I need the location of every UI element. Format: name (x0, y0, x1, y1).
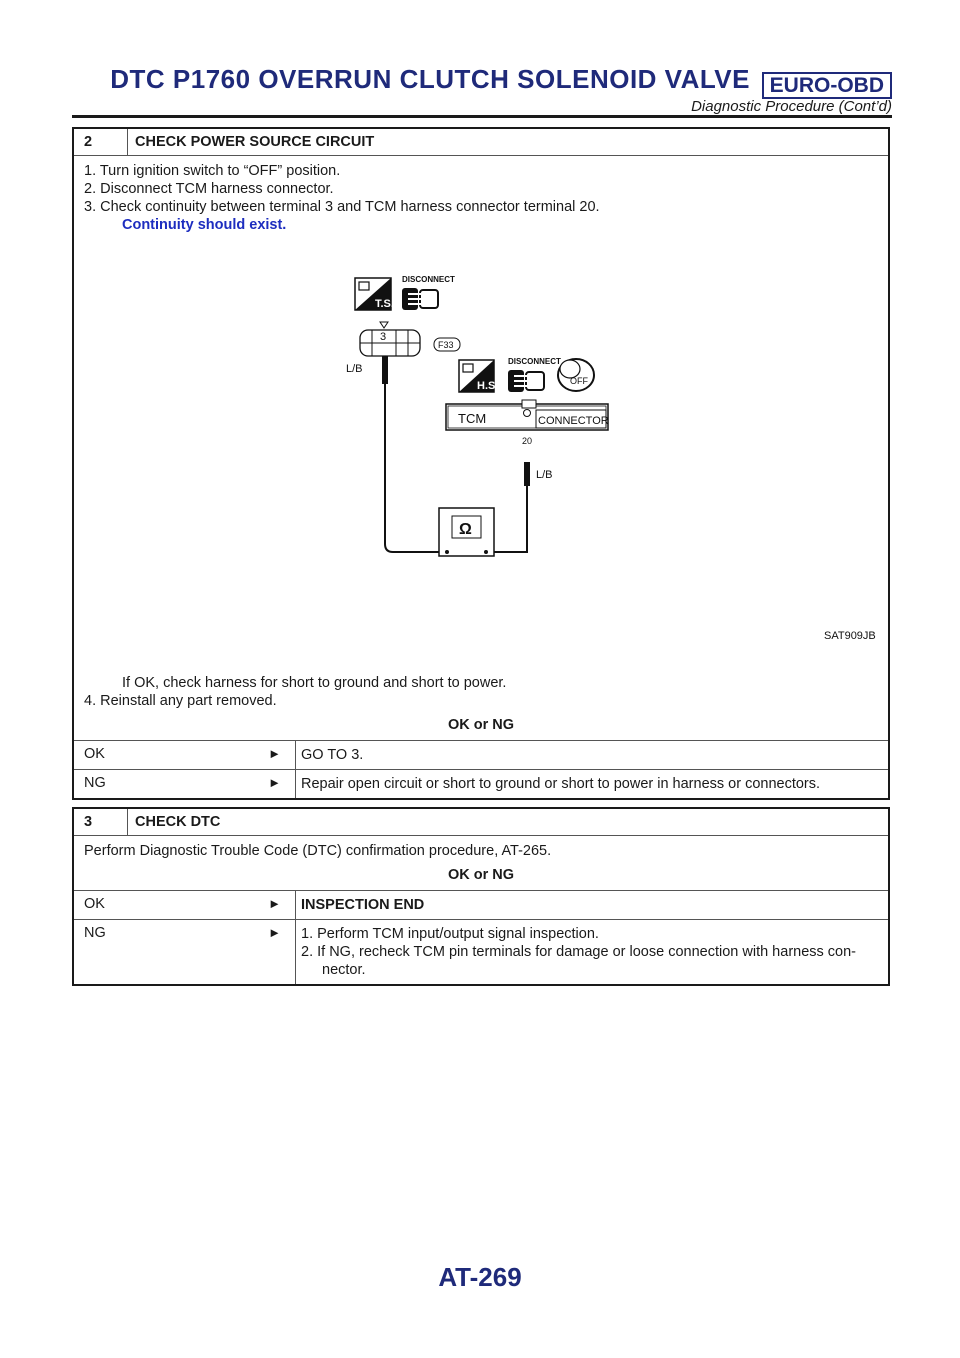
step-2-spec: Continuity should exist. (122, 217, 287, 233)
right-probe (524, 462, 530, 486)
step-2-ng-label: NG (84, 775, 106, 791)
disconnect-connector-icon (402, 275, 455, 310)
left-test-lead (385, 384, 439, 552)
right-test-lead (494, 486, 527, 552)
step-3-result-label: OK or NG (447, 867, 515, 883)
arrow-icon: ► (254, 741, 296, 769)
disconnect-connector-icon-2 (508, 357, 561, 392)
hs-tool-icon (459, 360, 498, 392)
header-rule (72, 115, 892, 118)
step-2-ok-row (74, 741, 888, 770)
step-2-result-label: OK or NG (447, 717, 515, 733)
step-3-ng-line-3: nector. (322, 962, 366, 978)
page-header (72, 38, 892, 118)
key-off-label: OFF (570, 376, 588, 386)
page-number: AT-269 (438, 1262, 522, 1292)
step-3-ok-row (74, 891, 888, 920)
step-3-ng-text (296, 920, 888, 984)
step-3-instructions (74, 836, 888, 891)
step-2-instructions (74, 156, 888, 741)
right-wire-color: L/B (536, 469, 553, 481)
step-2-ok-label: OK (84, 746, 105, 762)
ohmmeter (439, 508, 494, 556)
step-2-box (72, 127, 890, 800)
section-badge: EURO-OBD (762, 72, 892, 99)
page-subtitle: Diagnostic Procedure (Cont’d) (691, 98, 892, 115)
step-3-box (72, 807, 890, 986)
hs-label: H.S. (477, 380, 499, 392)
ohm-symbol: Ω (459, 521, 472, 538)
step-3-header (74, 809, 888, 836)
step-2-line-3: 3. Check continuity between terminal 3 and TCM harness connector terminal 20. (84, 199, 600, 215)
ts-tool-icon (355, 278, 394, 310)
connector-f33-label: F33 (438, 340, 454, 350)
terminal-3-label: 3 (380, 331, 387, 343)
wiring-figure (84, 234, 882, 674)
ts-label: T.S. (375, 298, 394, 310)
step-3-ok-label: OK (84, 896, 105, 912)
arrow-icon: ► (254, 770, 296, 798)
step-2-number: 2 (74, 129, 128, 155)
step-3-ng-line-1: 1. Perform TCM input/output signal inspection. (301, 926, 599, 942)
step-2-line-4: 4. Reinstall any part removed. (84, 693, 277, 709)
step-2-line-2: 2. Disconnect TCM harness connector. (84, 181, 334, 197)
tcm-label: TCM (458, 411, 487, 426)
step-3-ok-text: INSPECTION END (301, 897, 425, 913)
step-3-ng-line-2: 2. If NG, recheck TCM pin terminals for damage or loose connection with harness con- (301, 944, 857, 960)
step-3-title: CHECK DTC (135, 814, 221, 830)
step-2-ng-text: Repair open circuit or short to ground or short to power in harness or connectors. (301, 776, 821, 792)
step-3-body: Perform Diagnostic Trouble Code (DTC) confirmation procedure, AT-265. (84, 843, 552, 859)
step-3-ng-row (74, 920, 888, 984)
arrow-icon: ► (254, 891, 296, 919)
ignition-key-icon (558, 359, 594, 391)
left-wire-color: L/B (346, 363, 363, 375)
disconnect-label-1: DISCONNECT (402, 275, 455, 284)
terminal-20-label: 20 (522, 436, 533, 446)
continuity-diagram (84, 234, 878, 674)
arrow-icon: ► (254, 920, 296, 984)
disconnect-label-2: DISCONNECT (508, 357, 561, 366)
harness-connector-f33 (360, 322, 460, 356)
step-2-title: CHECK POWER SOURCE CIRCUIT (135, 134, 375, 150)
step-2-note: If OK, check harness for short to ground and short to power. (122, 675, 507, 691)
connector-label: CONNECTOR (538, 415, 609, 427)
step-2-header (74, 129, 888, 156)
step-2-ok-text: GO TO 3. (301, 747, 364, 763)
tcm-connector (446, 400, 609, 430)
figure-ref: SAT909JB (824, 630, 876, 642)
step-3-ng-label: NG (84, 925, 106, 941)
page-title: DTC P1760 OVERRUN CLUTCH SOLENOID VALVE (110, 64, 750, 94)
step-3-number: 3 (74, 809, 128, 835)
left-probe (382, 356, 388, 384)
step-2-ng-row (74, 770, 888, 798)
step-2-line-1: 1. Turn ignition switch to “OFF” position. (84, 163, 341, 179)
